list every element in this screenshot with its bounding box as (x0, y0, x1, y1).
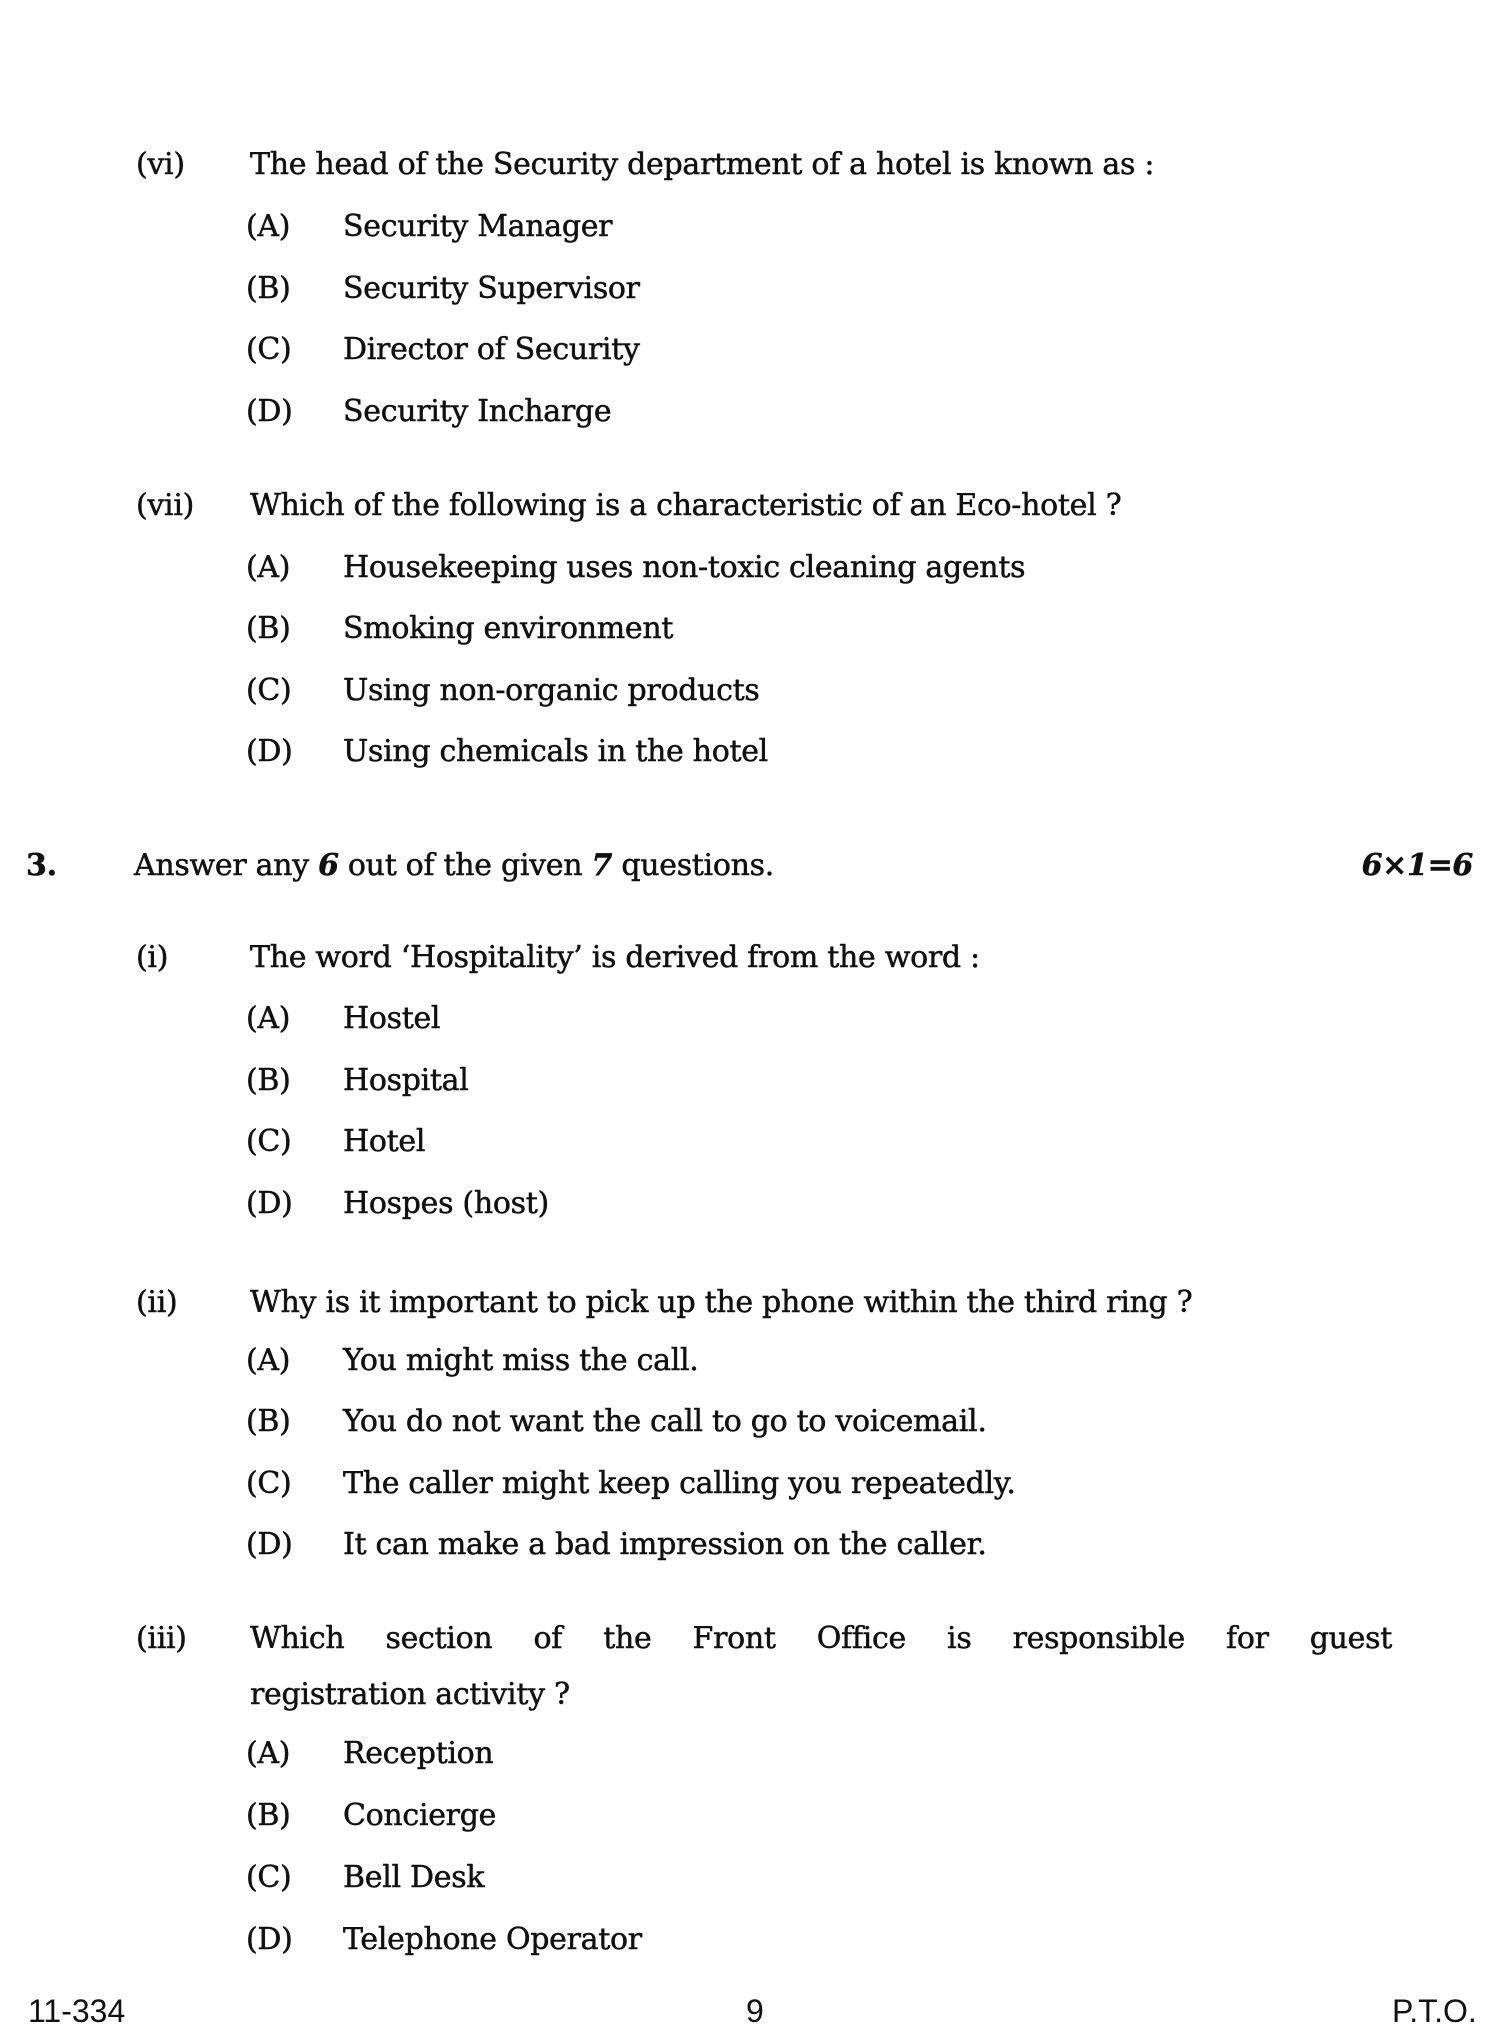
instruction-text: Answer any (134, 848, 319, 883)
question-text: Why is it important to pick up the phone within the third ring ? (250, 1285, 1193, 1320)
option-text: You might miss the call. (343, 1343, 699, 1378)
option-letter: (A) (246, 1736, 291, 1771)
option-letter: (D) (246, 1922, 293, 1957)
question-number: (i) (136, 940, 169, 975)
option-text: Telephone Operator (343, 1922, 642, 1957)
option-text: Using non-organic products (343, 673, 760, 708)
question-text-line1: Which section of the Front Office is responsible for guest (250, 1621, 1392, 1656)
question-number: (iii) (136, 1621, 187, 1656)
option-text: Hotel (343, 1124, 426, 1159)
question-text: Which of the following is a characteristic of an Eco-hotel ? (250, 488, 1122, 523)
question-text: The word ‘Hospitality’ is derived from the word : (250, 940, 980, 975)
option-letter: (C) (246, 1466, 292, 1501)
option-text: Director of Security (343, 332, 640, 367)
instruction-count-given: 7 (591, 848, 613, 883)
option-letter: (D) (246, 1186, 293, 1221)
option-text: Hospes (host) (343, 1186, 549, 1221)
option-letter: (A) (246, 209, 291, 244)
option-text: The caller might keep calling you repeatedly. (343, 1466, 1016, 1501)
option-text: Reception (343, 1736, 494, 1771)
option-letter: (D) (246, 734, 293, 769)
section-number: 3. (26, 848, 57, 883)
option-text: Bell Desk (343, 1860, 485, 1895)
marks-allocation: 6×1=6 (1361, 848, 1473, 883)
option-text: Security Supervisor (343, 271, 640, 306)
option-letter: (C) (246, 332, 292, 367)
question-text: The head of the Security department of a hotel is known as : (250, 147, 1155, 182)
option-text: Housekeeping uses non-toxic cleaning agents (343, 550, 1026, 585)
option-letter: (B) (246, 611, 291, 646)
option-text: Using chemicals in the hotel (343, 734, 768, 769)
option-letter: (B) (246, 1063, 291, 1098)
option-text: You do not want the call to go to voicemail. (343, 1404, 987, 1439)
option-text: Security Incharge (343, 394, 612, 429)
option-letter: (A) (246, 550, 291, 585)
question-text-line2: registration activity ? (250, 1677, 570, 1712)
please-turn-over: P.T.O. (1392, 1993, 1477, 2029)
option-letter: (B) (246, 1798, 291, 1833)
option-text: Smoking environment (343, 611, 674, 646)
instruction-count-answer: 6 (318, 848, 339, 883)
option-letter: (D) (246, 394, 293, 429)
instruction-text: out of the given (338, 848, 592, 883)
section-instruction (134, 848, 774, 883)
option-letter: (A) (246, 1001, 291, 1036)
option-letter: (C) (246, 1860, 292, 1895)
option-text: Hostel (343, 1001, 441, 1036)
option-letter: (D) (246, 1527, 293, 1562)
option-text: Concierge (343, 1798, 497, 1833)
option-text: It can make a bad impression on the caller. (343, 1527, 987, 1562)
question-number: (ii) (136, 1285, 178, 1320)
option-letter: (B) (246, 271, 291, 306)
paper-code: 11-334 (28, 1993, 126, 2029)
instruction-text: questions. (612, 848, 774, 883)
page-number: 9 (746, 1993, 764, 2029)
option-text: Hospital (343, 1063, 469, 1098)
question-number: (vi) (136, 147, 185, 182)
option-letter: (C) (246, 673, 292, 708)
option-text: Security Manager (343, 209, 613, 244)
question-number: (vii) (136, 488, 195, 523)
option-letter: (B) (246, 1404, 291, 1439)
option-letter: (C) (246, 1124, 292, 1159)
option-letter: (A) (246, 1343, 291, 1378)
